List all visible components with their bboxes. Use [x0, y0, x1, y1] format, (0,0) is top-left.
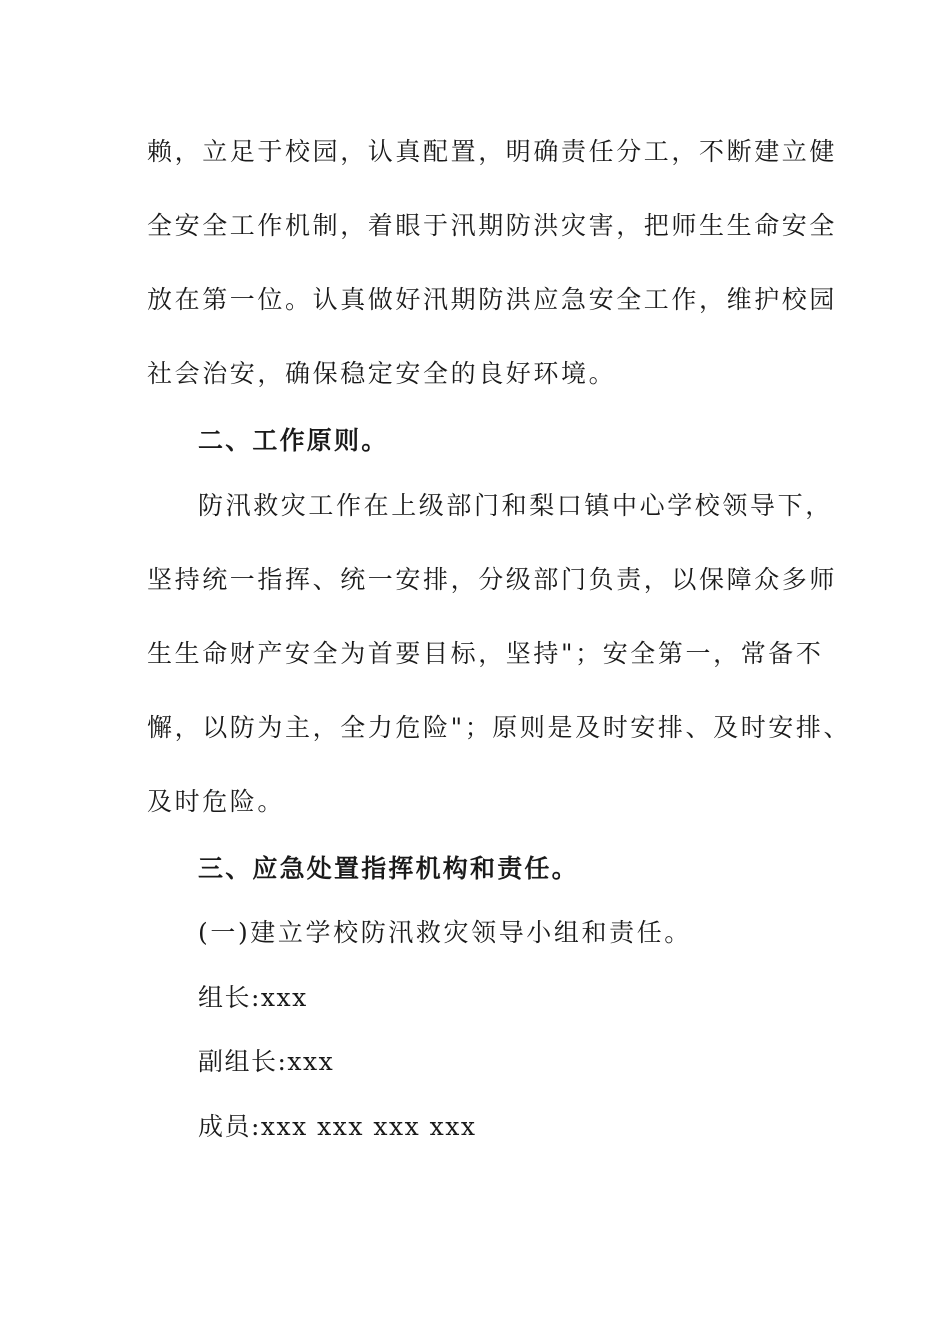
paragraph-line: 生生命财产安全为首要目标，坚持"；安全第一，常备不: [147, 639, 824, 668]
team-leader: 组长:xxx: [198, 983, 308, 1012]
paragraph-line: 社会治安，确保稳定安全的良好环境。: [147, 359, 617, 388]
paragraph-line: 全安全工作机制，着眼于汛期防洪灾害，把师生生命安全: [147, 211, 838, 240]
deputy-team-leader: 副组长:xxx: [198, 1047, 335, 1076]
paragraph-line: 坚持统一指挥、统一安排，分级部门负责，以保障众多师: [147, 565, 838, 594]
team-members: 成员:xxx xxx xxx xxx: [198, 1112, 477, 1141]
paragraph-line: 赖，立足于校园，认真配置，明确责任分工，不断建立健: [147, 137, 838, 166]
subsection-heading: (一)建立学校防汛救灾领导小组和责任。: [198, 918, 692, 947]
paragraph-line: 及时危险。: [147, 787, 286, 816]
paragraph-line: 懈，以防为主，全力危险"；原则是及时安排、及时安排、: [147, 713, 852, 742]
paragraph-line: 防汛救灾工作在上级部门和梨口镇中心学校领导下，: [198, 491, 833, 520]
paragraph-line: 放在第一位。认真做好汛期防洪应急安全工作，维护校园: [147, 285, 838, 314]
section-heading-principles: 二、工作原则。: [198, 426, 389, 455]
section-heading-command: 三、应急处置指挥机构和责任。: [198, 854, 579, 883]
